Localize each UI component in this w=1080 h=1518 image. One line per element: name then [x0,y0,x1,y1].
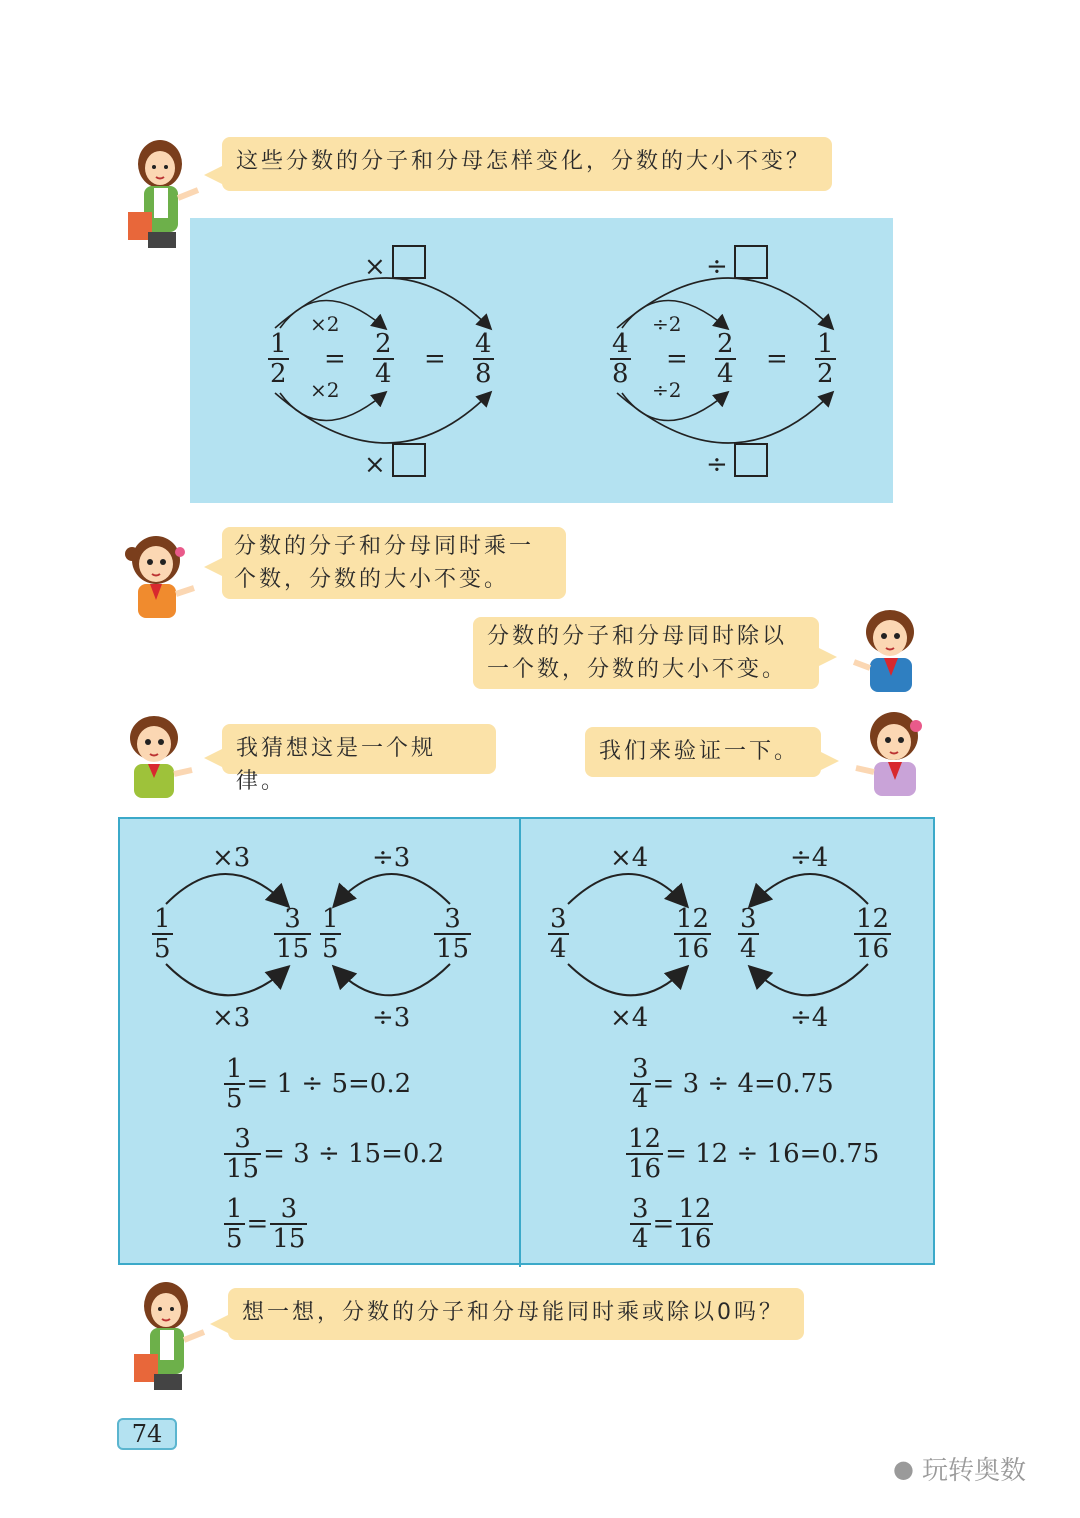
teacher-question-bubble [222,137,832,191]
divide-label-top: ÷4 [790,843,829,873]
divide-rule-line-1: 分数的分子和分母同时除以 [487,624,788,649]
inner-bottom-op: ×2 [310,378,340,402]
divide-label-top: ÷3 [372,843,411,873]
guess-bubble [222,724,496,794]
equals-sign: = [666,344,688,374]
fraction-12-16: $\frac{12}{16}$ [676,904,710,964]
fraction-3-4: $\frac{3}{4}$ [740,904,757,964]
fraction-1-2: $\frac{1}{2}$ [817,329,834,389]
multiply-rule-line-2: 个数，分数的大小不变。 [234,567,510,592]
blank-box [735,444,767,476]
divide-label-bottom: ÷4 [790,1003,829,1033]
multiply-label-bottom: ×4 [610,1003,649,1033]
equivalence-conclusion: $\frac{1}{5}$ = $\frac{3}{15}$ [226,1194,306,1254]
fraction-3-15: $\frac{3}{15}$ [276,904,310,964]
division-check-2: $\frac{3}{15}$ = 3 ÷ 15=0.2 [226,1124,445,1184]
fraction-2-4: $\frac{2}{4}$ [717,329,734,389]
divide-box-bottom: ÷ [706,450,728,480]
fraction-1-2: $\frac{1}{2}$ [270,329,287,389]
fraction-3-15: $\frac{3}{15}$ [436,904,470,964]
multiply-rule-bubble [222,527,566,599]
wechat-icon: ● [893,1454,914,1483]
inner-top-op: ×2 [310,312,340,336]
fraction-1-5: $\frac{1}{5}$ [154,904,171,964]
fraction-1-5: $\frac{1}{5}$ [322,904,339,964]
page-number: 74 [117,1418,177,1450]
divide-label-bottom: ÷3 [372,1003,411,1033]
equals-sign: = [424,344,446,374]
blank-box [393,246,425,278]
equivalence-conclusion: $\frac{3}{4}$ = $\frac{12}{16}$ [632,1194,712,1254]
watermark-text: 玩转奥数 [921,1456,1026,1486]
verification-panel [118,817,935,1265]
verify-text: 我们来验证一下。 [599,739,800,764]
fraction-rule-panel [190,218,893,503]
divide-rule-line-2: 一个数，分数的大小不变。 [487,657,788,682]
divide-box-top: ÷ [706,252,728,282]
multiply-rule-line-1: 分数的分子和分母同时乘一 [234,534,535,559]
fraction-3-4: $\frac{3}{4}$ [550,904,567,964]
fraction-4-8: $\frac{4}{8}$ [612,329,629,389]
guess-text: 我猜想这是一个规律。 [236,736,437,794]
girl-illustration [122,532,202,622]
division-check-2: $\frac{12}{16}$ = 12 ÷ 16=0.75 [628,1124,880,1184]
blank-box [393,444,425,476]
think-question-bubble [228,1288,804,1340]
divide-rule-bubble [473,617,819,689]
teacher-illustration [124,1280,214,1396]
multiply-label-bottom: ×3 [212,1003,251,1033]
multiply-box-bottom: × [364,450,386,480]
inner-bottom-op: ÷2 [652,378,682,402]
multiply-box-top: × [364,252,386,282]
equals-sign: = [324,344,346,374]
equals-sign: = [766,344,788,374]
inner-top-op: ÷2 [652,312,682,336]
boy-illustration [120,712,200,802]
division-check-1: $\frac{1}{5}$ = 1 ÷ 5=0.2 [226,1054,412,1114]
fraction-4-8: $\frac{4}{8}$ [475,329,492,389]
fraction-12-16: $\frac{12}{16}$ [856,904,890,964]
multiply-label-top: ×3 [212,843,251,873]
multiply-label-top: ×4 [610,843,649,873]
blank-box [735,246,767,278]
teacher-question-text: 这些分数的分子和分母怎样变化，分数的大小不变？ [236,149,812,174]
girl-illustration [848,708,934,800]
boy-illustration [846,604,930,696]
think-question-text: 想一想，分数的分子和分母能同时乘或除以0吗？ [242,1300,784,1325]
fraction-2-4: $\frac{2}{4}$ [375,329,392,389]
watermark [893,1450,1026,1487]
verify-bubble [585,727,821,777]
division-check-1: $\frac{3}{4}$ = 3 ÷ 4=0.75 [632,1054,834,1114]
